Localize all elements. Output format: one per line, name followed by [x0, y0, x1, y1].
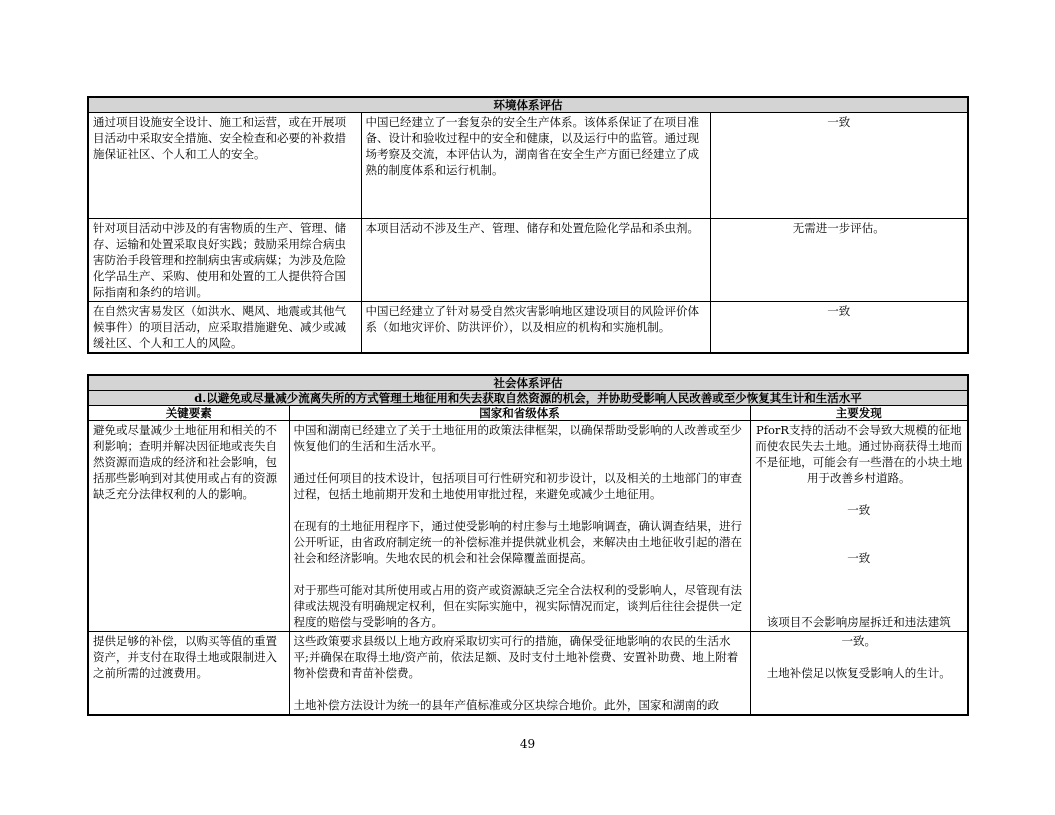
- system-paragraph: 中国和湖南已经建立了关于土地征用的政策法律框架，以确保帮助受影响的人改善或至少恢复他们的生活和生活水平。: [293, 423, 742, 453]
- social-table-subtitle: d.以避免或尽量减少流离失所的方式管理土地征用和失去获取自然资源的机会，并协助受影响人民改善或至少恢复其生计和生活水平: [88, 391, 968, 406]
- finding-cell: [750, 421, 968, 632]
- finding-paragraph: 该项目不会影响房屋拆迁和违法建筑: [766, 615, 951, 629]
- table-row: [88, 113, 968, 219]
- table-row: [88, 302, 968, 354]
- system-paragraph: 土地补偿方法设计为统一的县年产值标准或分区块综合地价。此外，国家和湖南的政: [293, 698, 719, 712]
- requirement-cell: 在自然灾害易发区（如洪水、飓风、地震或其他气候事件）的项目活动，应采取措施避免、减少或减缓社区、个人和工人的风险。: [88, 302, 361, 354]
- finding-paragraph: 一致: [847, 503, 871, 517]
- finding-cell: 无需进一步评估。: [710, 219, 968, 302]
- finding-paragraph: 一致。: [841, 634, 876, 648]
- finding-paragraph: 一致: [847, 551, 871, 565]
- system-cell: 本项目活动不涉及生产、管理、储存和处置危险化学品和杀虫剂。: [361, 219, 710, 302]
- system-paragraph: 在现有的土地征用程序下，通过使受影响的村庄参与土地影响调查，确认调查结果，进行公开听证，由省政府制定统一的补偿标准并提供就业机会，来解决由土地征收引起的潜在社会和经济影响。失地农民的机会和社会保障覆盖面提高。: [293, 519, 742, 565]
- finding-cell: 一致: [710, 113, 968, 219]
- requirement-cell: 针对项目活动中涉及的有害物质的生产、管理、储存、运输和处置采取良好实践；鼓励采用综合病虫害防治手段管理和控制病虫害或病媒；为涉及危险化学品生产、采购、使用和处置的工人提供符合国际指南和条约的培训。: [88, 219, 361, 302]
- system-paragraph: 通过任何项目的技术设计，包括项目可行性研究和初步设计，以及相关的土地部门的审查过程，包括土地前期开发和土地使用审批过程，来避免或减少土地征用。: [293, 471, 742, 501]
- system-cell: 中国已经建立了一套复杂的安全生产体系。该体系保证了在项目准备、设计和验收过程中的安全和健康，以及运行中的监管。通过现场考察及交流，本评估认为，湖南省在安全生产方面已经建立了成熟的制度体系和运行机制。: [361, 113, 710, 219]
- column-header-key-elements: 关键要素: [88, 406, 289, 421]
- requirement-cell: 通过项目设施安全设计、施工和运营，或在开展项目活动中采取安全措施、安全检查和必要的补救措施保证社区、个人和工人的安全。: [88, 113, 361, 219]
- social-table-title: 社会体系评估: [88, 375, 968, 391]
- table-row: [88, 219, 968, 302]
- env-table-title: 环境体系评估: [88, 97, 968, 113]
- system-cell: 中国已经建立了针对易受自然灾害影响地区建设项目的风险评价体系（如地灾评价、防洪评价），以及相应的机构和实施机制。: [361, 302, 710, 354]
- requirement-cell: 提供足够的补偿，以购买等值的重置资产，并支付在取得土地或限制进入之前所需的过渡费用。: [88, 632, 289, 716]
- system-paragraph: 对于那些可能对其所使用或占用的资产或资源缺乏完全合法权利的受影响人，尽管现有法律或法规没有明确规定权利，但在实际实施中，视实际情况而定，谈判后往往会提供一定程度的赔偿与受影响的各方。: [293, 583, 742, 629]
- column-header-system: 国家和省级体系: [289, 406, 750, 421]
- requirement-cell: 避免或尽量减少土地征用和相关的不利影响；查明并解决因征地或丧失自然资源而造成的经济和社会影响，包括那些影响到对其使用或占有的资源缺乏充分法律权利的人的影响。: [88, 421, 289, 632]
- table-row: [88, 421, 968, 632]
- environmental-assessment-table: [87, 96, 969, 354]
- finding-cell: [750, 632, 968, 716]
- column-header-findings: 主要发现: [750, 406, 968, 421]
- social-assessment-table: [87, 374, 969, 716]
- system-cell: [289, 421, 750, 632]
- system-cell: [289, 632, 750, 716]
- finding-paragraph: 土地补偿足以恢复受影响人的生计。: [766, 666, 951, 680]
- finding-paragraph: PforR支持的活动不会导致大规模的征地而使农民失去土地。通过协商获得土地而不是征地，可能会有一些潜在的小块土地用于改善乡村道路。: [755, 423, 963, 485]
- finding-cell: 一致: [710, 302, 968, 354]
- system-paragraph: 这些政策要求县级以上地方政府采取切实可行的措施，确保受征地影响的农民的生活水平;并确保在取得土地/资产前，依法足额、及时支付土地补偿费、安置补助费、地上附着物补偿费和青苗补偿费。: [293, 634, 739, 680]
- table-row: [88, 632, 968, 716]
- page-number: 49: [519, 737, 536, 751]
